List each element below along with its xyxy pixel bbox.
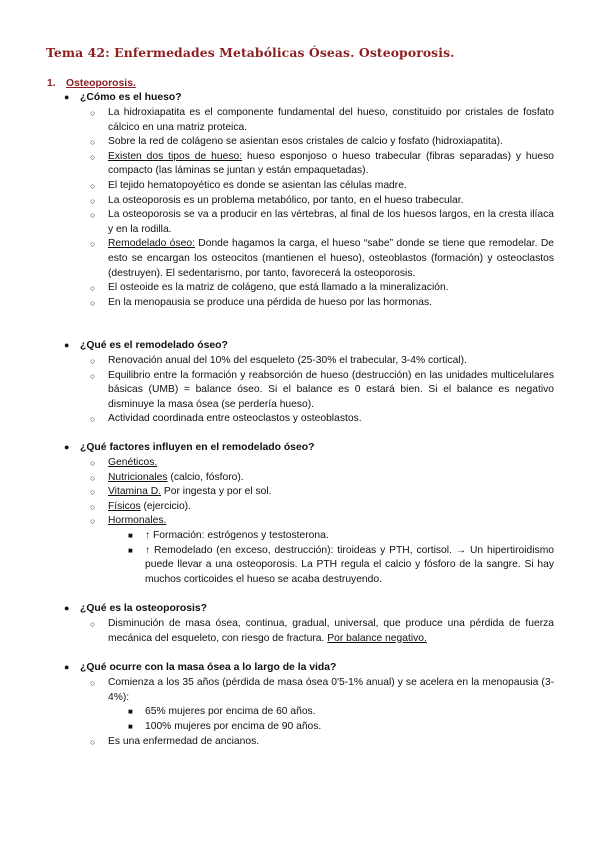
document-title: Tema 42: Enfermedades Metabólicas Óseas. Osteoporosis. <box>46 45 455 60</box>
list-item: ○ Genéticos. <box>108 456 554 471</box>
list-item: ○ En la menopausia se produce una pérdida de hueso por las hormonas. <box>108 296 554 311</box>
list-item: ○ Físicos (ejercicio). <box>108 500 554 515</box>
section-label: Osteoporosis. <box>66 78 136 89</box>
sub-list <box>145 529 554 587</box>
sub-list-item: ■ 100% mujeres por encima de 90 años. <box>145 720 554 735</box>
sub-list-item: ■ ↑ Formación: estrógenos y testosterona. <box>145 529 554 544</box>
list-item: ○ Equilibrio entre la formación y reabsorción de hueso (destrucción) en las unidades multicelulares básicas (UMB) = balance óseo. Si el balance es 0 estará bien. Si el balance es negativo disminuye la masa ósea (se perdería hueso). <box>108 369 554 413</box>
sub-list-item: ■ 65% mujeres por encima de 60 años. <box>145 705 554 720</box>
question-heading: ● ¿Qué es la osteoporosis? <box>64 603 208 614</box>
list-item: ○ Remodelado óseo: Donde hagamos la carga, el hueso “sabe” donde se tiene que remodelar. De esto se encargan los osteocitos (mantienen el hueso), osteoblastos (formación) y osteoclastos (destruyen). El sedentarismo, por tanto, favorecerá la osteoporosis. <box>108 237 554 281</box>
list-item: ○ La osteoporosis es un problema metabólico, por tanto, en el hueso trabecular. <box>108 194 554 209</box>
question-heading: ● ¿Cómo es el hueso? <box>64 92 182 103</box>
list-item: ○ Es una enfermedad de ancianos. <box>108 735 554 750</box>
bullet-list <box>108 676 554 705</box>
list-item: ○ La hidroxiapatita es el componente fundamental del hueso, constituido por cristales de fosfato cálcico en una matriz proteica. <box>108 106 554 135</box>
bullet-list <box>108 354 554 427</box>
list-item: ○ La osteoporosis se va a producir en las vértebras, al final de los huesos largos, en la cresta ilíaca y en la rodilla. <box>108 208 554 237</box>
list-item: ○ Actividad coordinada entre osteoclastos y osteoblastos. <box>108 412 554 427</box>
bullet-list <box>108 106 554 310</box>
question-heading: ● ¿Qué es el remodelado óseo? <box>64 340 228 351</box>
question-heading: ● ¿Qué ocurre con la masa ósea a lo largo de la vida? <box>64 662 337 673</box>
list-item: ○ Vitamina D. Por ingesta y por el sol. <box>108 485 554 500</box>
bullet-list <box>108 735 554 750</box>
section-number: 1. <box>47 78 56 89</box>
list-item: ○ Comienza a los 35 años (pérdida de masa ósea 0'5-1% anual) y se acelera en la menopausia (3-4%): <box>108 676 554 705</box>
section-heading <box>47 78 136 89</box>
list-item: ○ Nutricionales (calcio, fósforo). <box>108 471 554 486</box>
question-heading: ● ¿Qué factores influyen en el remodelado óseo? <box>64 442 315 453</box>
list-item: ○ El osteoide es la matriz de colágeno, que está llamado a la mineralización. <box>108 281 554 296</box>
list-item: ○ El tejido hematopoyético es donde se asientan las células madre. <box>108 179 554 194</box>
bullet-list <box>108 617 554 646</box>
bullet-list <box>108 456 554 529</box>
list-item: ○ Sobre la red de colágeno se asientan esos cristales de calcio y fosfato (hidroxiapatita). <box>108 135 554 150</box>
sub-list-item: ■ ↑ Remodelado (en exceso, destrucción): tiroideas y PTH, cortisol. → Un hipertiroidismo puede llevar a una osteoporosis. La PTH regula el calcio y fósforo de la sangre. Si hay muchos corticoides el hueso se acaba destruyendo. <box>145 544 554 588</box>
list-item: ○ Existen dos tipos de hueso: hueso esponjoso o hueso trabecular (fibras separadas) y hueso compacto (las láminas se juntan y están empaquetadas). <box>108 150 554 179</box>
list-item: ○ Disminución de masa ósea, continua, gradual, universal, que produce una pérdida de fuerza mecánica del esqueleto, con riesgo de fractura. Por balance negativo. <box>108 617 554 646</box>
list-item: ○ Hormonales. <box>108 514 554 529</box>
list-item: ○ Renovación anual del 10% del esqueleto (25-30% el trabecular, 3-4% cortical). <box>108 354 554 369</box>
sub-list <box>145 705 554 734</box>
